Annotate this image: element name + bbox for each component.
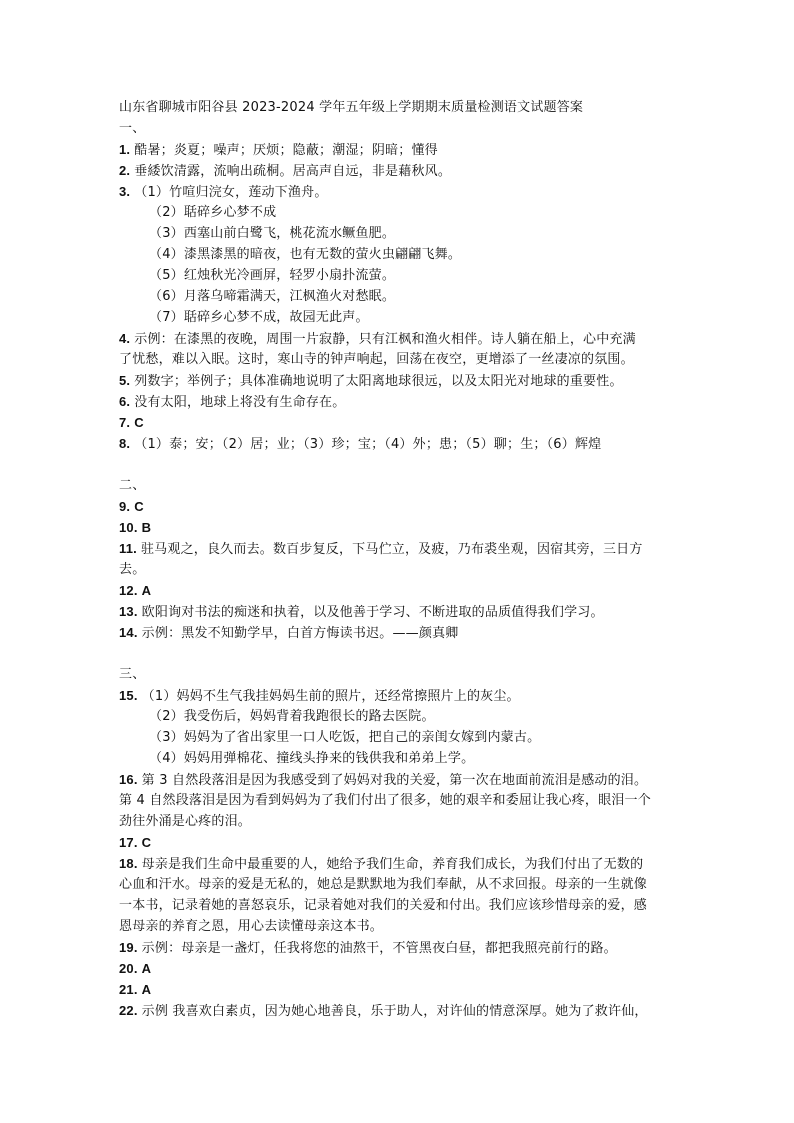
answer-15-sub-3: （3）妈妈为了省出家里一口人吃饭，把自己的亲闺女嫁到内蒙古。 (149, 730, 541, 745)
answer-number: 12. (119, 583, 138, 598)
answer-content (119, 97, 679, 1021)
spacer (119, 643, 679, 664)
answer-3-sub-6: （6）月落乌啼霜满天，江枫渔火对愁眠。 (149, 289, 396, 304)
answer-15-sub-4: （4）妈妈用弹棉花、撞线头挣来的钱供我和弟弟上学。 (149, 751, 475, 766)
answer-number: 19. (119, 940, 138, 955)
answer-text: 示例：在漆黑的夜晚，周围一片寂静，只有江枫和渔火相伴。诗人躺在船上，心中充满 (134, 332, 636, 347)
answer-9 (119, 496, 679, 517)
answer-8 (119, 433, 679, 454)
answer-number: 20. (119, 961, 138, 976)
answer-10 (119, 517, 679, 538)
answer-text: 列数字；举例子；具体准确地说明了太阳离地球很远，以及太阳光对地球的重要性。 (134, 374, 623, 389)
answer-15 (119, 685, 679, 706)
answer-text: 示例：黑发不知勤学早，白首方悔读书迟。——颜真卿 (141, 626, 459, 641)
answer-number: 8. (119, 436, 131, 451)
answer-text: 没有太阳，地球上将没有生命存在。 (134, 395, 346, 410)
answer-7 (119, 412, 679, 433)
answer-3 (119, 181, 679, 202)
answer-4 (119, 328, 679, 349)
answer-4-continued: 了忧愁，难以入眠。这时，寒山寺的钟声响起，回荡在夜空，更增添了一丝凄凉的氛围。 (119, 352, 634, 367)
answer-number: 1. (119, 142, 131, 157)
document-title: 山东省聊城市阳谷县 2023-2024 学年五年级上学期期末质量检测语文试题答案 (119, 100, 584, 115)
answer-15-sub-2: （2）我受伤后，妈妈背着我跑很长的路去医院。 (149, 709, 435, 724)
spacer (119, 454, 679, 475)
answer-number: 10. (119, 520, 138, 535)
answer-number: 7. (119, 415, 131, 430)
answer-number: 16. (119, 772, 138, 787)
answer-text: 第 3 自然段落泪是因为我感受到了妈妈对我的关爱，第一次在地面前流泪是感动的泪。 (141, 773, 648, 788)
answer-20 (119, 958, 679, 979)
answer-number: 5. (119, 373, 131, 388)
answer-text: 垂緌饮清露，流响出疏桐。居高声自远，非是藉秋风。 (134, 164, 452, 179)
answer-number: 4. (119, 331, 131, 346)
answer-text: A (141, 982, 152, 997)
answer-text: 示例：母亲是一盏灯，任我将您的油熬干，不管黑夜白昼，都把我照亮前行的路。 (141, 941, 617, 956)
answer-text: （1）妈妈不生气我挂妈妈生前的照片，还经常擦照片上的灰尘。 (141, 689, 520, 704)
answer-3-sub-3: （3）西塞山前白鹭飞，桃花流水鳜鱼肥。 (149, 226, 396, 241)
answer-18-continued-2: 一本书，记录着她的喜怒哀乐，记录着她对我们的关爱和付出。我们应该珍惜母亲的爱，感 (119, 898, 648, 913)
answer-number: 18. (119, 856, 138, 871)
answer-16-continued-2: 劲往外涌是心疼的泪。 (119, 814, 252, 829)
answer-number: 6. (119, 394, 131, 409)
answer-21 (119, 979, 679, 1000)
answer-number: 11. (119, 541, 137, 556)
answer-number: 13. (119, 604, 138, 619)
answer-18-continued-3: 恩母亲的养育之恩，用心去读懂母亲这本书。 (119, 919, 384, 934)
answer-text: B (141, 520, 152, 535)
answer-19 (119, 937, 679, 958)
answer-18-continued-1: 心血和汗水。母亲的爱是无私的，她总是默默地为我们奉献，从不求回报。母亲的一生就像 (119, 877, 648, 892)
answer-17 (119, 832, 679, 853)
answer-text: C (134, 415, 144, 430)
answer-number: 22. (119, 1003, 138, 1018)
answer-16 (119, 769, 679, 790)
answer-5 (119, 370, 679, 391)
answer-text: A (141, 583, 152, 598)
answer-1 (119, 139, 679, 160)
section-heading-3: 三、 (119, 667, 146, 682)
answer-11 (119, 538, 679, 559)
answer-2 (119, 160, 679, 181)
answer-6 (119, 391, 679, 412)
answer-text: 欧阳询对书法的痴迷和执着，以及他善于学习、不断进取的品质值得我们学习。 (141, 605, 604, 620)
answer-3-sub-2: （2）聒碎乡心梦不成 (149, 205, 277, 220)
section-heading-1: 一、 (119, 121, 146, 136)
answer-number: 21. (119, 982, 138, 997)
answer-14 (119, 622, 679, 643)
answer-text: 驻马观之，良久而去。数百步复反，下马伫立，及疲，乃布裘坐观，因宿其旁，三日方 (140, 542, 643, 557)
answer-text: C (141, 835, 152, 850)
answer-12 (119, 580, 679, 601)
answer-number: 3. (119, 184, 131, 199)
answer-3-sub-5: （5）红烛秋光冷画屏，轻罗小扇扑流萤。 (149, 268, 396, 283)
answer-number: 17. (119, 835, 138, 850)
answer-22 (119, 1000, 679, 1021)
answer-number: 9. (119, 499, 131, 514)
answer-11-continued: 去。 (119, 562, 146, 577)
answer-16-continued-1: 第 4 自然段落泪是因为看到妈妈为了我们付出了很多，她的艰辛和委屈让我心疼，眼泪一个 (119, 793, 651, 808)
answer-text: C (134, 499, 144, 514)
answer-text: 酷暑；炎夏；噪声；厌烦；隐蔽；潮湿；阴暗；懂得 (134, 143, 438, 158)
answer-text: （1）竹喧归浣女，莲动下渔舟。 (134, 185, 328, 200)
answer-text: A (141, 961, 152, 976)
answer-3-sub-4: （4）漆黑漆黑的暗夜，也有无数的萤火虫翩翩飞舞。 (149, 247, 462, 262)
answer-text: 母亲是我们生命中最重要的人，她给予我们生命，养育我们成长，为我们付出了无数的 (141, 857, 644, 872)
answer-3-sub-7: （7）聒碎乡心梦不成，故园无此声。 (149, 310, 369, 325)
section-heading-2: 二、 (119, 478, 146, 493)
answer-text: 示例 我喜欢白素贞，因为她心地善良，乐于助人，对许仙的情意深厚。她为了救许仙， (141, 1004, 648, 1019)
answer-13 (119, 601, 679, 622)
answer-18 (119, 853, 679, 874)
answer-number: 15. (119, 688, 138, 703)
answer-text: （1）泰；安；（2）居；业；（3）珍；宝；（4）外；患；（5）聊；生；（6）辉煌 (134, 437, 602, 452)
answer-number: 14. (119, 625, 138, 640)
answer-number: 2. (119, 163, 131, 178)
